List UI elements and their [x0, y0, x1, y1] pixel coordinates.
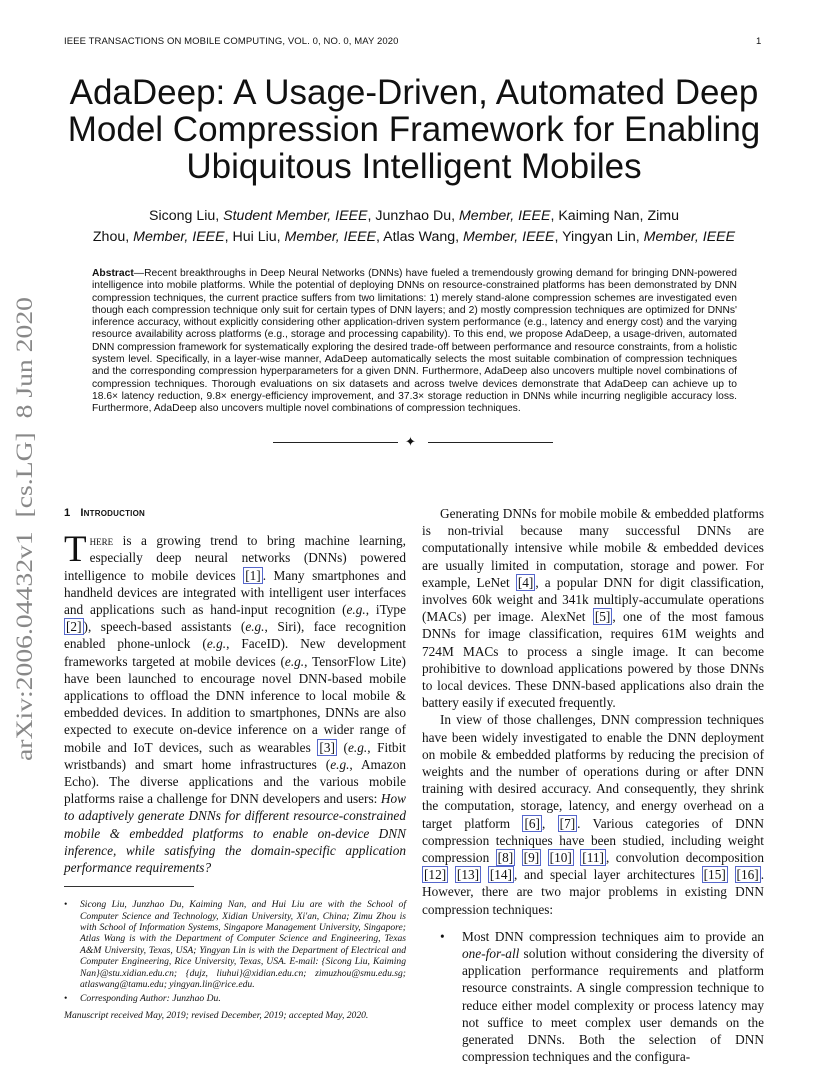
text-run: is a growing trend to bring machine learning, especially deep neural networks (DNNs) powered intelligence to mobile devices [64, 533, 406, 583]
text-run: , one of the most famous DNNs for image classification, requires 61M weights and 724M MACs to process a single image. It can become prohibitive to download applications powered by those DNNs to local devices. These DNN-based applications also drain the battery easily if executed frequently. [422, 609, 764, 711]
author-list [60, 206, 768, 248]
italic-text: Member, IEEE [463, 229, 555, 245]
footnote-text: Sicong Liu, Junzhao Du, Kaiming Nan, and Hui Liu are with the School of Computer Science and Technology, Xidian University, Xi'an, China; Zimu Zhou is with School of Information Systems, Singapore Management University, Singapore; Atlas Wang is with the Department of Computer Science and Engineering, Texas A&M University, Texas, USA; Yingyan Lin is with the Department of Electrical and Computer Engineering, Rice University, Texas, USA. E-mail: {Sicong Liu, Kaiming Nan}@stu.xidian.edu.cn; {dujz, liuhui}@xidian.edu.cn; zimuzhou@smu.edu.sg; atlaswang@tamu.edu; yingyan.lin@rice.edu. [80, 899, 406, 991]
italic-text: e.g. [347, 739, 368, 755]
italic-text: e.g. [206, 636, 227, 652]
text-run [541, 850, 547, 865]
left-column [64, 505, 406, 1022]
text-run: ( [336, 739, 348, 755]
text-run: , iType [365, 602, 406, 618]
page-number: 1 [756, 36, 762, 47]
footnote-text: Corresponding Author: Junzhao Du. [80, 992, 221, 1004]
italic-text: e.g. [330, 756, 350, 772]
title-line: Model Compression Framework for Enabling [67, 110, 761, 149]
citation-link[interactable]: [11] [582, 850, 604, 866]
separator-line-right [428, 442, 553, 443]
section-title: Introduction [80, 507, 145, 519]
text-run [448, 867, 455, 882]
text-run: ), speech-based assistants ( [83, 619, 246, 635]
citation-link[interactable]: [3] [319, 739, 335, 755]
text-run [515, 850, 521, 865]
intro-paragraph [64, 529, 406, 876]
citation-link[interactable]: [7] [559, 815, 576, 831]
bullet-item [422, 928, 764, 1066]
citation-link[interactable]: [16] [736, 867, 759, 883]
text-run: , convolution decomposition [605, 850, 764, 866]
italic-text: Member, IEEE [458, 208, 551, 224]
text-run: . Many smartphones and handheld devices are integrated with intelligent user interfaces and applications such as hand-input recognition ( [64, 567, 406, 618]
paper-title [60, 74, 768, 185]
footnote-rule [64, 886, 194, 887]
citation-link[interactable]: [12] [424, 867, 447, 883]
text-run [481, 867, 488, 882]
lead-smallcaps: here [89, 533, 114, 549]
citation-link[interactable]: [5] [594, 609, 611, 625]
italic-text: one-for-all [462, 946, 520, 962]
section-number: 1 [64, 507, 71, 519]
italic-text: Member, IEEE [284, 229, 376, 245]
text-run: , FaceID). New development frameworks targeted at mobile devices ( [64, 636, 406, 669]
abstract-label: Abstract [92, 268, 134, 279]
text-run: Zhou, [92, 229, 134, 245]
citation-link[interactable]: [1] [245, 567, 261, 583]
text-run: Sicong Liu, [149, 208, 224, 224]
text-run: , [542, 815, 558, 831]
text-run: , Atlas Wang, [376, 229, 464, 245]
text-run: , Kaiming Nan, Zimu [550, 208, 679, 224]
intro-paragraph-body [64, 529, 406, 876]
paragraph-compression [422, 711, 764, 917]
citation-link[interactable]: [13] [456, 867, 480, 883]
footnote-bullet: • [64, 899, 68, 911]
author-line [60, 227, 768, 248]
citation-link[interactable]: [10] [549, 850, 572, 866]
text-run: , a popular DNN for digit classification, involves 60k weight and 341k multiply-accumulate operations (MACs) per image. AlexNet [422, 574, 764, 625]
footnote-affiliations [64, 899, 406, 990]
manuscript-dates: Manuscript received May, 2019; revised December, 2019; accepted May, 2020. [64, 1009, 369, 1021]
text-run: , Junzhao Du, [367, 208, 459, 224]
text-run: Generating DNNs for mobile mobile & embedded platforms is non-trivial because many successful DNNs are computationally intensive while mobile & embedded devices are usually limited in computation, storage and power. For example, LeNet [422, 506, 764, 590]
italic-text: Student Member, IEEE [223, 208, 368, 224]
citation-link[interactable]: [14] [489, 867, 512, 883]
citation-link[interactable]: [15] [703, 867, 726, 883]
footnote-corresponding [64, 993, 406, 1004]
italic-text: Member, IEEE [133, 229, 225, 245]
section-heading [64, 505, 406, 522]
text-run: Most DNN compression techniques aim to provide an [462, 928, 764, 944]
italic-text: e.g. [346, 602, 366, 618]
arxiv-stamp-text: arXiv:2006.04432v1 [cs.LG] 8 Jun 2020 [12, 366, 38, 761]
text-run: , and special layer architectures [513, 867, 702, 883]
separator-line-left [273, 442, 398, 443]
italic-text: e.g. [284, 653, 305, 669]
arxiv-side-stamp [2, 295, 42, 765]
italic-text: e.g. [245, 619, 265, 635]
separator-diamond-icon: ✦ [405, 434, 416, 449]
text-run: In view of those challenges, DNN compression techniques have been widely investigated to enable the DNN deployment on mobile & embedded platforms by reducing the precision of weights and the number of operations during or after DNN training with desired accuracy. And consequently, they shrink the computation, storage, latency, and energy overhead on a target platform [422, 712, 764, 831]
footnote-bullet: • [64, 992, 68, 1004]
citation-link[interactable]: [9] [523, 850, 540, 866]
bullet-icon: • [440, 928, 445, 944]
right-column [422, 505, 764, 1066]
text-run: , Yingyan Lin, [554, 229, 644, 245]
text-run: , Amazon Echo). The diverse applications and the various mobile platforms raise a challenge for DNN developers and users: [64, 756, 406, 807]
dropcap-letter: T [64, 529, 87, 571]
text-run [728, 867, 735, 882]
running-header: IEEE TRANSACTIONS ON MOBILE COMPUTING, VOL. 0, NO. 0, MAY 2020 [64, 36, 399, 47]
citation-link[interactable]: [4] [517, 574, 534, 590]
title-line: Ubiquitous Intelligent Mobiles [186, 147, 642, 186]
abstract-text: —Recent breakthroughs in Deep Neural Networks (DNNs) have fueled a tremendously growing demand for bringing DNN-powered intelligence into mobile platforms. While the potential of deploying DNNs on resource-constrained platforms has been demonstrated by DNN compression techniques, the current practice suffers from two limitations: 1) merely stand-alone compression schemes are investigated even though each compression technique only suit for certain types of DNN layers; and 2) mostly compression techniques are optimized for DNNs' inference accuracy, without explicitly considering other application-driven system performance (e.g., latency and energy cost) and the varying resource availability across platforms (e.g., storage and processing capability). To this end, we propose AdaDeep, a usage-driven, automated DNN compression framework for systematically exploring the desired trade-off between performance and resource constraints, from a holistic system level. Specifically, in a layer-wise manner, AdaDeep automatically selects the most suitable combination of compression techniques and the corresponding compression hyperparameters for a given DNN. Furthermore, AdaDeep also uncovers multiple novel combinations of compression techniques. Thorough evaluations on six datasets and across twelve devices demonstrate that AdaDeep can achieve up to 18.6× latency reduction, 9.8× energy-efficiency improvement, and 37.3× storage reduction in DNNs while incurring negligible accuracy loss. Furthermore, AdaDeep also uncovers multiple novel combinations of compression techniques. [92, 268, 737, 415]
text-run: solution without considering the diversity of application performance requirements and platform resource constraints. A single compression technique to reduce either model complexity or process latency may not suffice to meet complex user demands on the generated DNNs. Both the selection of DNN compression techniques and the configura- [462, 946, 764, 1065]
text-run: , Siri), face recognition enabled phone-unlock ( [64, 619, 406, 652]
text-run: , Fitbit wristbands) and smart home infrastructures ( [64, 739, 406, 772]
text-run: . Various categories of DNN compression techniques have been studied, including weight compression [422, 815, 764, 866]
abstract [92, 268, 737, 416]
italic-text: Member, IEEE [643, 229, 736, 245]
citation-link[interactable]: [8] [497, 850, 514, 866]
title-line: AdaDeep: A Usage-Driven, Automated Deep [69, 73, 759, 112]
text-run: , Hui Liu, [224, 229, 285, 245]
citation-link[interactable]: [2] [66, 619, 82, 635]
citation-link[interactable]: [6] [524, 815, 540, 831]
paragraph-challenges [422, 505, 764, 711]
text-run: , TensorFlow Lite) have been launched to encourage novel DNN-based mobile applications to offload the DNN inference to local mobile & embedded devices. In addition to smartphones, DNNs are also expected to execute on-device inference on a wider range of mobile and IoT devices, such as wearables [64, 653, 406, 755]
text-run: . However, there are two major problems in existing DNN compression techniques: [422, 867, 765, 917]
bullet-text [462, 929, 764, 1064]
author-line [60, 206, 768, 227]
italic-text: How to adaptively generate DNNs for different resource-constrained mobile & embedded platforms to enable on-device DNN inference, while satisfying the domain-specific application performance requirements? [64, 791, 406, 876]
